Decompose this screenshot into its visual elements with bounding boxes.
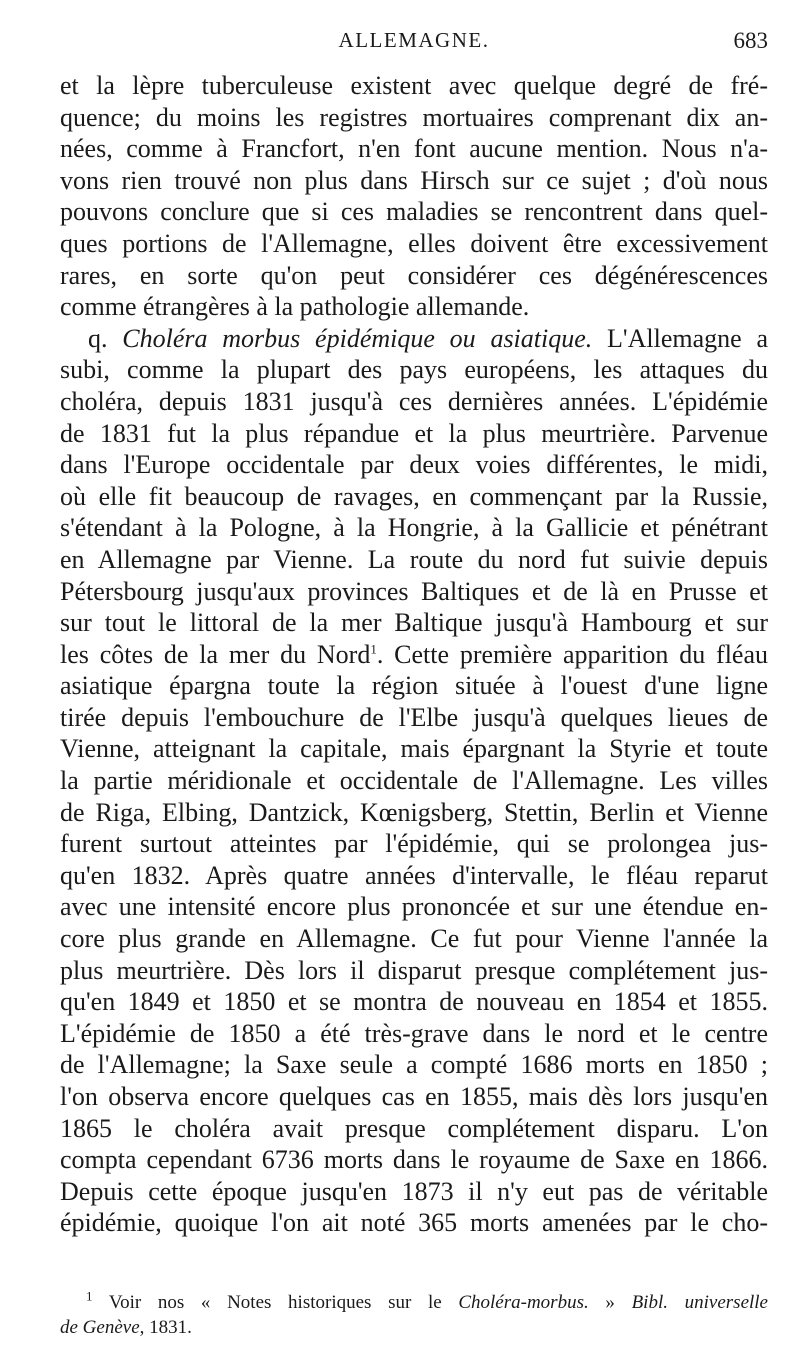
text-line: sur tout le littoral de la mer Baltique jusqu'à Hambourg et sur	[60, 608, 768, 638]
text-line: rares, en sorte qu'on peut considérer ces dégénérescences	[60, 260, 768, 290]
text-line: la partie méridionale et occidentale de l'Allemagne. Les villes	[60, 766, 768, 796]
footnote	[60, 1290, 768, 1340]
section-heading: Choléra morbus épidémique ou asiatique.	[122, 323, 593, 353]
text-line: choléra, depuis 1831 jusqu'à ces dernières années. L'épidémie	[60, 386, 768, 416]
text-line: subi, comme la plupart des pays européens, les attaques du	[60, 355, 768, 385]
text-line: et la lèpre tuberculeuse existent avec quelque degré de fré-	[60, 71, 768, 100]
text-line: de 1831 fut la plus répandue et la plus meurtrière. Parvenue	[60, 418, 768, 448]
text-line: comme étrangères à la pathologie allemande.	[60, 292, 530, 322]
text-line: Pétersbourg jusqu'aux provinces Baltiques et de là en Prusse et	[60, 576, 768, 606]
page-number: 683	[733, 28, 768, 53]
text-line: dans l'Europe occidentale par deux voies différentes, le midi,	[60, 450, 768, 480]
text-line: 1865 le choléra avait presque complétement disparu. L'on	[60, 1113, 768, 1143]
text-line: de Riga, Elbing, Dantzick, Kœnigsberg, Stettin, Berlin et Vienne	[60, 797, 768, 827]
text-line: tirée depuis l'embouchure de l'Elbe jusqu'à quelques lieues de	[60, 702, 768, 732]
text-line: plus meurtrière. Dès lors il disparut presque complétement jus-	[60, 955, 768, 985]
footnote-marker: 1	[86, 1290, 93, 1304]
text-line: ques portions de l'Allemagne, elles doivent être excessivement	[60, 228, 768, 258]
text-line: s'étendant à la Pologne, à la Hongrie, à la Gallicie et pénétrant	[60, 513, 768, 543]
text-line: q. Choléra morbus épidémique ou asiatique. L'Allemagne a	[88, 323, 768, 353]
text-line: nées, comme à Francfort, n'en font aucune mention. Nous n'a-	[60, 134, 768, 164]
text-line: core plus grande en Allemagne. Ce fut pour Vienne l'année la	[60, 924, 768, 954]
body-text	[60, 70, 768, 1239]
text-line: Depuis cette époque jusqu'en 1873 il n'y eut pas de véritable	[60, 1176, 768, 1206]
text-line: compta cependant 6736 morts dans le royaume de Saxe en 1866.	[60, 1145, 768, 1175]
text-line: pouvons conclure que si ces maladies se rencontrent dans quel-	[60, 197, 768, 227]
text-line: furent surtout atteintes par l'épidémie, qui se prolongea jus-	[60, 829, 768, 859]
text-line: les côtes de la mer du Nord$^1$. Cette première apparition du fléau	[60, 639, 768, 669]
text-line: qu'en 1849 et 1850 et se montra de nouveau en 1854 et 1855.	[60, 987, 768, 1017]
running-title: ALLEMAGNE.	[338, 28, 490, 52]
text-line: où elle fit beaucoup de ravages, en commençant par la Russie,	[60, 481, 768, 511]
text-line: Vienne, atteignant la capitale, mais épargnant la Styrie et toute	[60, 734, 768, 764]
running-head	[60, 28, 768, 58]
footnote-line: de Genève, 1831.	[60, 1317, 192, 1338]
text-line: qu'en 1832. Après quatre années d'intervalle, le fléau reparut	[60, 860, 768, 890]
footnote-reference: 1	[370, 641, 377, 657]
footnote-line: $^1$ Voir nos « Notes historiques sur le Choléra-morbus. » Bibl. universelle	[86, 1290, 768, 1313]
text-line: en Allemagne par Vienne. La route du nord fut suivie depuis	[60, 544, 768, 574]
text-line: L'épidémie de 1850 a été très-grave dans le nord et le centre	[60, 1018, 768, 1048]
text-line: l'on observa encore quelques cas en 1855, mais dès lors jusqu'en	[60, 1082, 768, 1111]
text-line: de l'Allemagne; la Saxe seule a compté 1686 morts en 1850 ;	[60, 1050, 768, 1080]
text-line: épidémie, quoique l'on ait noté 365 morts amenées par le cho-	[60, 1208, 768, 1238]
text-line: asiatique épargna toute la région située à l'ouest d'une ligne	[60, 671, 768, 701]
text-line: vons rien trouvé non plus dans Hirsch sur ce sujet ; d'où nous	[60, 165, 768, 195]
text-line: quence; du moins les registres mortuaires comprenant dix an-	[60, 102, 768, 132]
text-line: avec une intensité encore plus prononcée et sur une étendue en-	[60, 892, 768, 922]
